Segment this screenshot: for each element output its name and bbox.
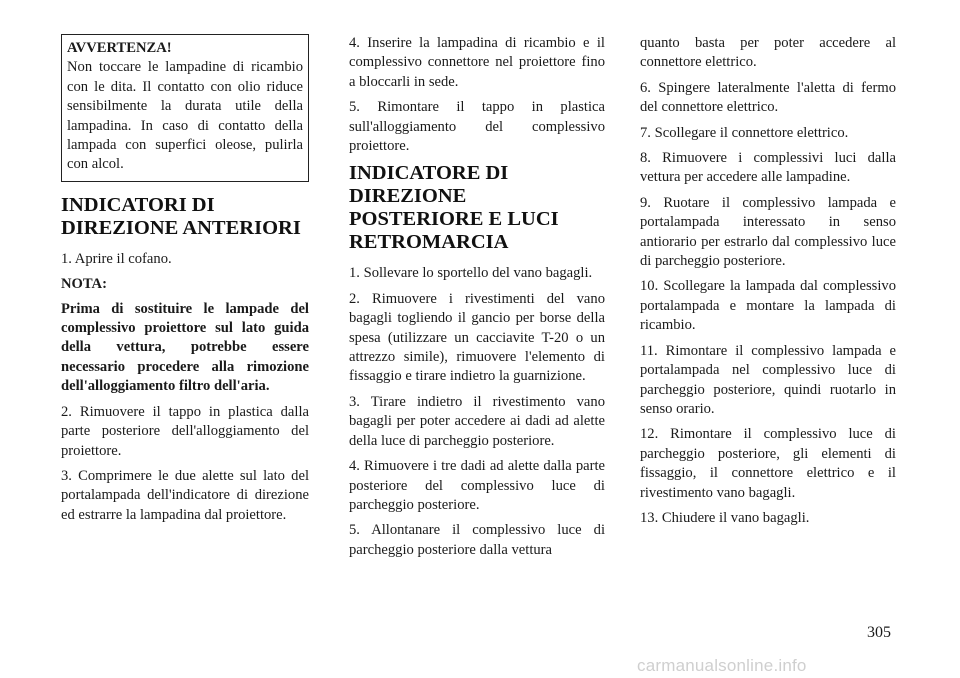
rear-step-5-continued: quanto basta per poter accedere al connettore elettrico.: [640, 35, 896, 71]
step-2: 2. Rimuovere il tappo in plastica dalla parte posteriore dell'alloggiamento del proiettore.: [61, 403, 309, 459]
rear-step-12: 12. Rimontare il complessivo luce di parcheggio posteriore, gli elementi di fissaggio, il connettore elettrico e il rivestimento vano bagagli.: [640, 426, 896, 501]
note-text: Prima di sostituire le lampade del complessivo proiettore sul lato guida della vettura, potrebbe essere necessario procedere alla rimozione dell'alloggiamento filtro dell'aria.: [61, 300, 309, 395]
rear-step-3: 3. Tirare indietro il rivestimento vano bagagli per poter accedere ai dadi ad alette della luce di parcheggio posteriore.: [349, 393, 605, 449]
note-label: NOTA:: [61, 276, 107, 293]
rear-step-9: 9. Ruotare il complessivo lampada e portalampada interessato in senso antiorario per estrarlo dal complessivo luce di parcheggio posteriore.: [640, 194, 896, 270]
rear-step-11: 11. Rimontare il complessivo lampada e portalampada nel complessivo luce di parcheggio posteriore, quindi ruotarlo in senso orario.: [640, 342, 896, 417]
warning-box: [61, 34, 309, 182]
rear-step-2: 2. Rimuovere i rivestimenti del vano bagagli togliendo il gancio per borse della spesa (utilizzare un cacciavite T-20 o un attrezzo simile), rimuovere l'elemento di fissaggio e tirare indietro la guarnizione.: [349, 290, 605, 385]
step-1: 1. Aprire il cofano.: [61, 250, 172, 267]
rear-step-1: 1. Sollevare lo sportello del vano bagagli.: [349, 265, 593, 282]
column-left: [61, 34, 309, 531]
rear-step-13: 13. Chiudere il vano bagagli.: [640, 509, 810, 526]
section-heading-rear-indicators: INDICATORE DI DIREZIONE POSTERIORE E LUCI RETROMARCIA: [349, 162, 559, 254]
rear-step-5: 5. Allontanare il complessivo luce di parcheggio posteriore dalla vettura: [349, 522, 605, 558]
watermark-text: carmanualsonline.info: [637, 656, 807, 675]
rear-step-10: 10. Scollegare la lampada dal complessivo portalampada e montare la lampada di ricambio.: [640, 278, 896, 334]
step-5: 5. Rimontare il tappo in plastica sull'alloggiamento del complessivo proiettore.: [349, 99, 605, 155]
column-middle: [349, 34, 605, 566]
rear-step-6: 6. Spingere lateralmente l'aletta di fermo del connettore elettrico.: [640, 79, 896, 116]
step-3: 3. Comprimere le due alette sul lato del portalampada dell'indicatore di direzione ed estrarre la lampadina dal proiettore.: [61, 467, 309, 523]
warning-text: Non toccare le lampadine di ricambio con le dita. Il contatto con olio riduce sensibilmente la durata utile della lampadina. In caso di contatto della lampada con superfici oleose, pulirla con alcol.: [67, 59, 303, 173]
rear-step-4: 4. Rimuovere i tre dadi ad alette dalla parte posteriore del complessivo luce di parcheggio posteriore.: [349, 458, 605, 513]
page-number: 305: [867, 624, 891, 641]
section-heading-front-indicators: INDICATORI DI DIREZIONE ANTERIORI: [61, 193, 301, 239]
rear-step-8: 8. Rimuovere i complessivi luci dalla vettura per accedere alle lampadine.: [640, 150, 896, 186]
rear-step-7: 7. Scollegare il connettore elettrico.: [640, 124, 849, 141]
step-4: 4. Inserire la lampadina di ricambio e il complessivo connettore nel proiettore fino a bloccarli in sede.: [349, 35, 605, 90]
warning-title: AVVERTENZA!: [67, 40, 172, 56]
column-right: [640, 34, 896, 534]
